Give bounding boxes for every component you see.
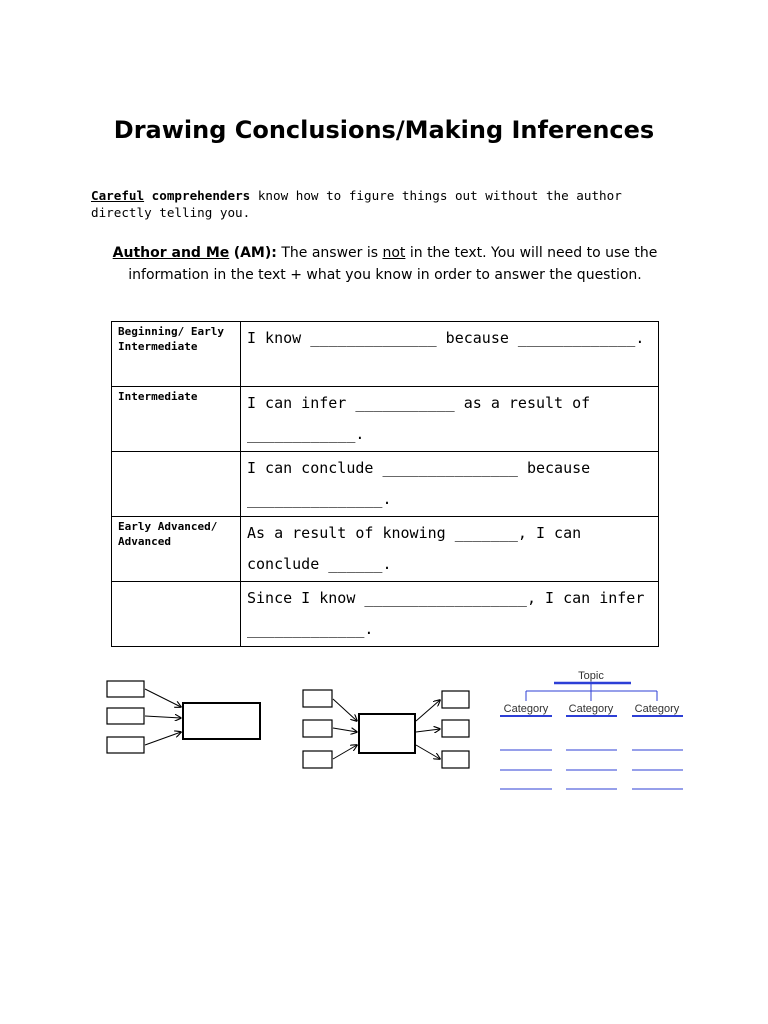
arrow-icon [416,700,440,721]
output-box [442,751,469,768]
center-box [183,703,260,739]
category-label: Category [503,703,549,715]
level-cell: Beginning/ Early Intermediate [112,322,241,387]
input-box [107,681,144,697]
level-cell: Intermediate [112,387,241,452]
input-box [303,690,332,707]
intro-paragraph [91,187,671,221]
am-abbr: (AM): [233,245,277,261]
arrow-icon [333,728,357,732]
arrow-icon [333,745,357,759]
am-not: not [382,245,406,261]
category-label: Category [634,703,680,715]
intro-rest: know how to figure things out without the author directly telling you. [91,188,622,220]
intro-careful: Careful [91,188,145,203]
graphic-organizers [0,660,768,810]
am-label: Author and Me [112,245,230,261]
table-row [112,452,659,517]
center-box [359,714,415,753]
arrow-icon [416,729,440,732]
input-box [303,720,332,737]
many-to-many-organizer [303,690,469,768]
arrow-icon [333,699,357,721]
many-to-one-organizer [107,681,260,753]
input-box [107,708,144,724]
am-text-after: in the text. You will need to use the information in the text + what you know in order to answer the question. [128,245,658,283]
sentence-frames-table [111,321,659,647]
sentence-frame: I can conclude _______________ because _______________. [241,452,659,517]
category-label: Category [568,703,614,715]
author-and-me-definition [100,242,670,286]
table-row [112,582,659,647]
input-box [107,737,144,753]
sentence-frame: I can infer ___________ as a result of ____________. [241,387,659,452]
detail-lines [500,750,683,789]
topic-tree-organizer [500,670,683,789]
input-box [303,751,332,768]
arrow-icon [145,732,181,745]
sentence-frame: As a result of knowing _______, I can conclude ______. [241,517,659,582]
sentence-frame: I know ______________ because _____________. [241,322,659,387]
table-row [112,322,659,387]
level-cell [112,582,241,647]
arrow-icon [145,716,181,718]
topic-label: Topic [578,670,604,682]
output-box [442,720,469,737]
table-row [112,517,659,582]
table-row [112,387,659,452]
am-text-before: The answer is [281,245,379,261]
output-box [442,691,469,708]
level-cell: Early Advanced/ Advanced [112,517,241,582]
level-cell [112,452,241,517]
arrow-icon [145,689,181,707]
arrow-icon [416,745,440,759]
page-title: Drawing Conclusions/Making Inferences [113,116,655,144]
intro-comprehenders: comprehenders [151,188,251,203]
sentence-frame: Since I know __________________, I can infer _____________. [241,582,659,647]
